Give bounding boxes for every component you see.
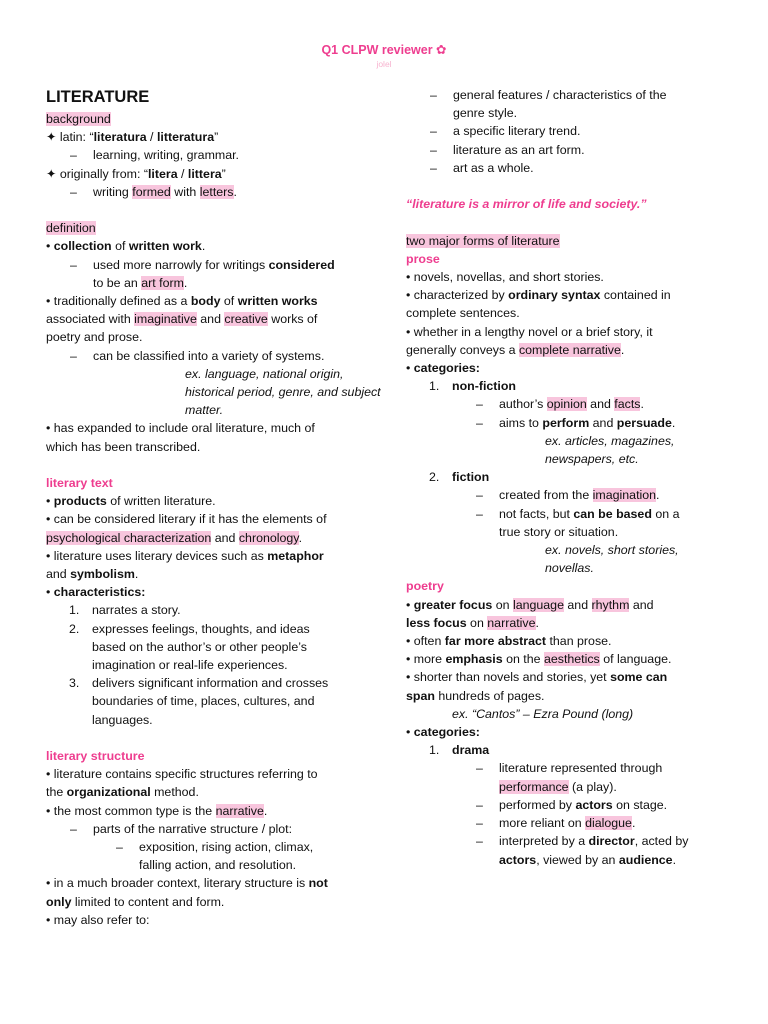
background-heading: background [46,112,111,126]
definition-bullet: • traditionally defined as a body of written works [46,294,318,309]
structure-bullet: • in a much broader context, literary structure is not [46,876,328,891]
structure-bullet: • may also refer to: [46,912,150,927]
fiction-example: novellas. [545,561,594,576]
origin-sub: – writing formed with letters. [70,184,237,199]
definition-heading: definition [46,221,96,236]
literary-text-heading: literary text [46,476,113,491]
refer-item: – a specific literary trend. [430,124,581,139]
nonfiction-example: ex. articles, magazines, [545,433,675,448]
latin-sub: – learning, writing, grammar. [70,148,239,163]
poetry-bullet: • shorter than novels and stories, yet some can [406,670,668,685]
poetry-line: span hundreds of pages. [406,688,545,703]
structure-sub: – parts of the narrative structure / plot: [70,821,293,836]
poetry-line: less focus on narrative. [406,615,539,630]
nonfiction-item: – aims to perform and persuade. [476,415,676,430]
definition-example: historical period, genre, and subject [185,385,381,400]
poetry-bullet: • more emphasis on the aesthetics of language. [406,652,672,667]
structure-bullet: • literature contains specific structures referring to [46,767,318,782]
definition-bullet: • collection of written work. [46,239,206,254]
left-column [46,86,381,929]
poetry-heading: poetry [406,579,444,594]
text-bullet: • products of written literature. [46,494,216,509]
definition-line: which has been transcribed. [46,439,201,454]
literary-structure-heading: literary structure [46,749,145,764]
quote: “literature is a mirror of life and society.” [406,197,647,212]
fiction-item: – not facts, but can be based on a true story or situation. [476,506,680,539]
prose-heading: prose [406,251,440,266]
poetry-bullet: • greater focus on language and rhythm and [406,597,654,612]
origin-line: ✦ originally from: “litera / littera” [46,166,226,181]
definition-sub: – can be classified into a variety of systems. [70,348,325,363]
forms-heading: two major forms of literature [406,233,560,248]
category-fiction: 2. fiction [429,470,490,485]
definition-line: associated with imaginative and creative works of [46,312,318,327]
drama-item: – interpreted by a director, acted by actors, viewed by an audience. [476,834,689,867]
drama-item: – literature represented through performance (a play). [476,761,663,794]
drama-item: – more reliant on dialogue. [476,816,636,831]
section-title: LITERATURE [46,88,150,106]
structure-sub2: – exposition, rising action, climax, falling action, and resolution. [116,840,314,873]
poetry-bullet: • categories: [406,725,480,740]
right-column [406,86,706,869]
poetry-bullet: • often far more abstract than prose. [406,634,612,649]
definition-line: poetry and prose. [46,330,143,345]
prose-line: complete sentences. [406,306,520,321]
category-drama: 1. drama [429,743,490,758]
page-title: Q1 CLPW reviewer ✿ [321,43,447,57]
refer-item: – literature as an art form. [430,142,585,157]
nonfiction-example: newspapers, etc. [545,452,639,467]
definition-example: ex. language, national origin, [185,366,344,381]
structure-line: only limited to content and form. [46,894,225,909]
poetry-example: ex. “Cantos” – Ezra Pound (long) [452,706,634,721]
text-line: psychological characterization and chronology. [46,530,303,545]
prose-bullet: • novels, novellas, and short stories. [406,270,604,284]
text-bullet: • can be considered literary if it has the elements of [46,512,327,527]
latin-line: ✦ latin: “literatura / litteratura” [46,130,219,145]
characteristic-item: 1. narrates a story. [69,603,181,618]
prose-line: generally conveys a complete narrative. [406,342,625,357]
characteristic-item: 2. expresses feelings, thoughts, and ideas based on the author’s or other people’s imagination or real-life experiences. [69,621,310,673]
text-line: and symbolism. [46,567,139,582]
fiction-example: ex. novels, short stories, [545,543,679,558]
prose-bullet: • characterized by ordinary syntax contained in [406,288,671,303]
nonfiction-item: – author’s opinion and facts. [476,397,644,412]
definition-bullet: • has expanded to include oral literature, much of [46,421,315,436]
prose-bullet: • categories: [406,361,480,376]
author-name: jolel [376,59,392,69]
characteristic-item: 3. delivers significant information and crosses boundaries of time, places, cultures, and languages. [69,676,329,727]
definition-sub: – used more narrowly for writings considered to be an art form. [70,257,335,290]
definition-example: matter. [185,403,224,418]
refer-item: – general features / characteristics of the genre style. [430,88,667,121]
text-bullet: • characteristics: [46,585,146,600]
page-header [0,42,768,69]
category-nonfiction: 1. non-fiction [429,379,516,394]
structure-bullet: • the most common type is the narrative. [46,803,268,818]
drama-item: – performed by actors on stage. [476,797,668,812]
structure-line: the organizational method. [46,785,199,800]
prose-bullet: • whether in a lengthy novel or a brief story, it [406,324,653,339]
refer-item: – art as a whole. [430,160,534,175]
text-bullet: • literature uses literary devices such as metaphor [46,548,324,563]
fiction-item: – created from the imagination. [476,488,660,503]
